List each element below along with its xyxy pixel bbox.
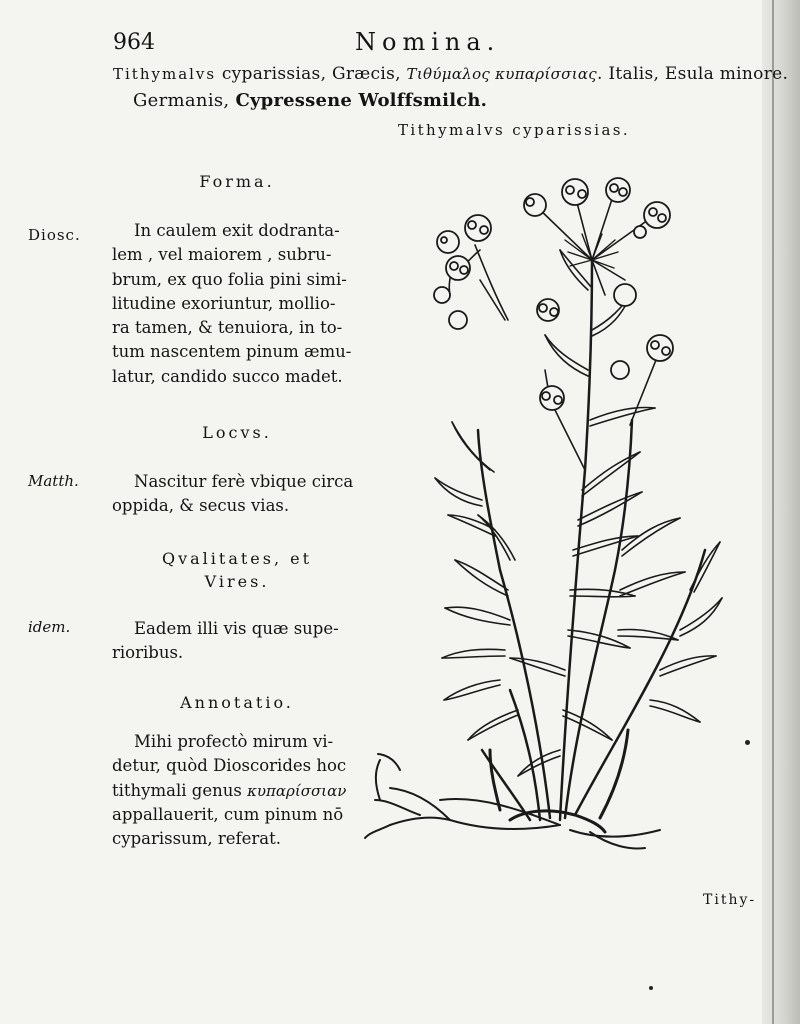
latin-name-rest: cyparissias, Græcis,	[216, 64, 407, 84]
text-line: detur, quòd Dioscorides hoc	[112, 756, 347, 776]
text-fragment: tithymali genus	[112, 780, 248, 800]
text-line: lem , vel maiorem , subru-	[112, 245, 332, 265]
names-line-1	[113, 64, 788, 84]
text-line: rioribus.	[112, 643, 184, 663]
text-line: In caulem exit dodranta-	[134, 221, 340, 240]
paragraph-annotatio	[112, 730, 368, 851]
roots	[365, 754, 660, 848]
greek-name: Τιθύμαλος κυπαρίσσιας	[406, 65, 597, 83]
german-name: Cypressene Wolffsmilch.	[235, 90, 488, 111]
text-line: Mihi profectò mirum vi-	[134, 732, 334, 751]
names-line-2	[113, 90, 487, 111]
heading-vires: Vires.	[204, 572, 270, 591]
page-number: 964	[113, 30, 155, 55]
running-head: Nomina.	[355, 28, 501, 56]
heading-annotatio: Annotatio.	[180, 693, 294, 712]
paragraph-forma	[112, 219, 368, 389]
text-line: appallauerit, cum pinum nō	[112, 804, 344, 824]
umbel-rays	[480, 190, 660, 470]
leaves	[435, 250, 722, 776]
heading-forma: Forma.	[199, 172, 275, 191]
plate-title: Tithymalvs cyparissias.	[398, 121, 631, 139]
page-edge	[762, 0, 800, 1024]
text-line: ra tamen, & tenuiora, in to-	[112, 318, 343, 338]
text-line: oppida, & secus vias.	[112, 496, 290, 516]
text-line: cyparissum, referat.	[112, 829, 281, 849]
text-line: tum nascentem pinum æmu-	[112, 342, 352, 362]
text-line: litudine exoriuntur, mollio-	[112, 293, 336, 313]
italian-name: . Italis, Esula minore.	[597, 64, 789, 84]
catchword: Tithy-	[703, 892, 757, 908]
ink-speck	[649, 986, 653, 990]
greek-word: κυπαρίσσιαν	[247, 781, 347, 800]
marginal-note-diosc: Diosc.	[28, 226, 81, 244]
paragraph-locus	[112, 470, 368, 519]
text-line: Nascitur ferè vbique circa	[134, 472, 354, 491]
german-prefix: Germanis,	[133, 90, 236, 111]
marginal-note-idem: idem.	[28, 618, 71, 636]
plant-woodcut-illustration	[360, 170, 740, 860]
marginal-note-matth: Matth.	[28, 472, 79, 490]
heading-qualitates: Qvalitates, et	[161, 549, 313, 568]
page-edge-line	[772, 0, 774, 1024]
paragraph-qualitates	[112, 617, 368, 666]
text-line	[112, 779, 368, 803]
text-line: Eadem illi vis quæ supe-	[134, 619, 339, 638]
flower-heads	[434, 178, 673, 410]
text-line: latur, candido succo madet.	[112, 366, 343, 386]
text-line: brum, ex quo folia pini simi-	[112, 269, 347, 289]
ink-speck	[745, 740, 750, 745]
heading-locus: Locvs.	[202, 423, 272, 442]
latin-name: Tithymalvs	[113, 65, 217, 83]
